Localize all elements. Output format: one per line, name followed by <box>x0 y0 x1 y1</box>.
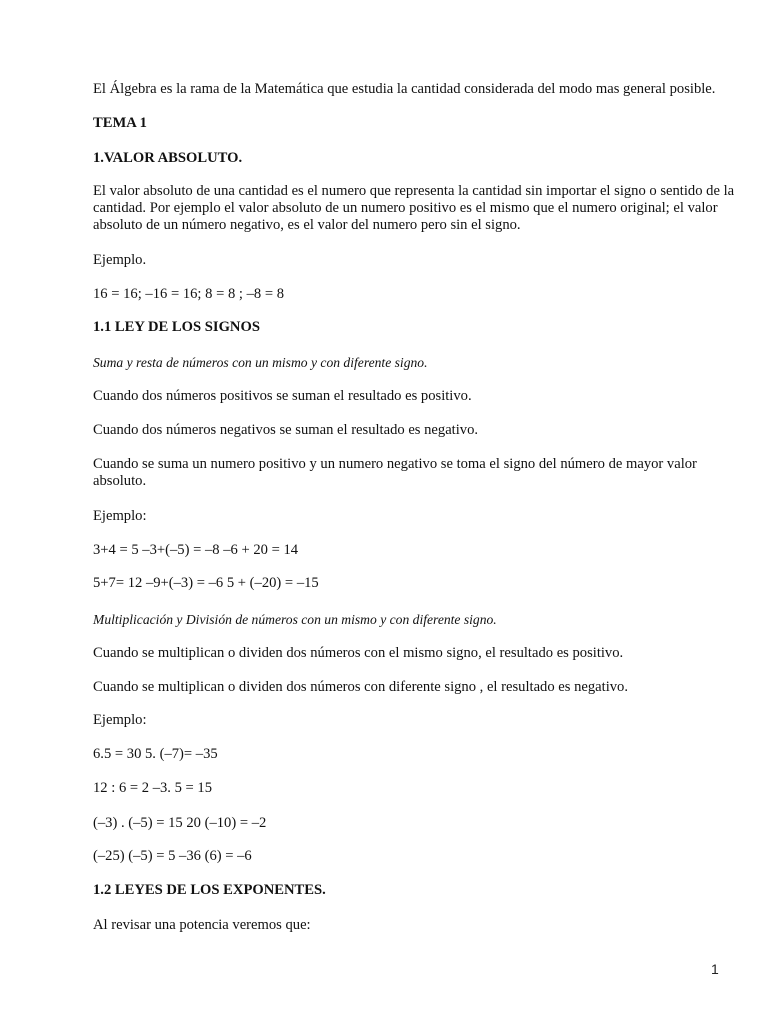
heading-leyes-exponentes: 1.2 LEYES DE LOS EXPONENTES. <box>93 882 326 898</box>
intro-paragraph: El Álgebra es la rama de la Matemática que estudia la cantidad considerada del modo mas general posible. <box>93 81 716 97</box>
heading-valor-absoluto: 1.VALOR ABSOLUTO. <box>93 150 243 166</box>
example-suma-2: 5+7= 12 –9+(–3) = –6 5 + (–20) = –15 <box>93 575 319 591</box>
ejemplo-label: Ejemplo: <box>93 508 147 524</box>
example-mult-3: (–3) . (–5) = 15 20 (–10) = –2 <box>93 815 267 831</box>
example-valor-absoluto: 16 = 16; –16 = 16; 8 = 8 ; –8 = 8 <box>93 286 285 302</box>
example-suma-1: 3+4 = 5 –3+(–5) = –8 –6 + 20 = 14 <box>93 542 299 558</box>
page-number: 1 <box>711 961 719 977</box>
rule-diferente-signo: Cuando se multiplican o dividen dos números con diferente signo , el resultado es negativo. <box>93 679 628 695</box>
ejemplo-label: Ejemplo: <box>93 712 147 728</box>
rule-positivos: Cuando dos números positivos se suman el resultado es positivo. <box>93 388 472 404</box>
heading-tema: TEMA 1 <box>93 115 147 131</box>
example-mult-1: 6.5 = 30 5. (–7)= –35 <box>93 746 218 762</box>
example-mult-4: (–25) (–5) = 5 –36 (6) = –6 <box>93 848 252 864</box>
paragraph-exponentes: Al revisar una potencia veremos que: <box>93 917 311 933</box>
paragraph-valor-line-2: cantidad. Por ejemplo el valor absoluto de un numero positivo es el mismo que el numero original; el valor <box>93 200 718 216</box>
paragraph-valor-line-1: El valor absoluto de una cantidad es el numero que representa la cantidad sin importar el signo o sentido de la <box>93 183 735 199</box>
rule-mixto-line-1: Cuando se suma un numero positivo y un numero negativo se toma el signo del número de mayor valor <box>93 456 697 472</box>
paragraph-valor-line-3: absoluto de un número negativo, es el valor del numero pero sin el signo. <box>93 217 521 233</box>
example-mult-2: 12 : 6 = 2 –3. 5 = 15 <box>93 780 213 796</box>
rule-mismo-signo: Cuando se multiplican o dividen dos números con el mismo signo, el resultado es positivo. <box>93 645 624 661</box>
subheading-suma-resta: Suma y resta de números con un mismo y con diferente signo. <box>93 355 428 370</box>
ejemplo-label: Ejemplo. <box>93 252 147 268</box>
rule-mixto-line-2: absoluto. <box>93 473 147 489</box>
heading-ley-signos: 1.1 LEY DE LOS SIGNOS <box>93 319 260 335</box>
subheading-multiplicacion: Multiplicación y División de números con un mismo y con diferente signo. <box>93 612 497 627</box>
rule-negativos: Cuando dos números negativos se suman el resultado es negativo. <box>93 422 479 438</box>
